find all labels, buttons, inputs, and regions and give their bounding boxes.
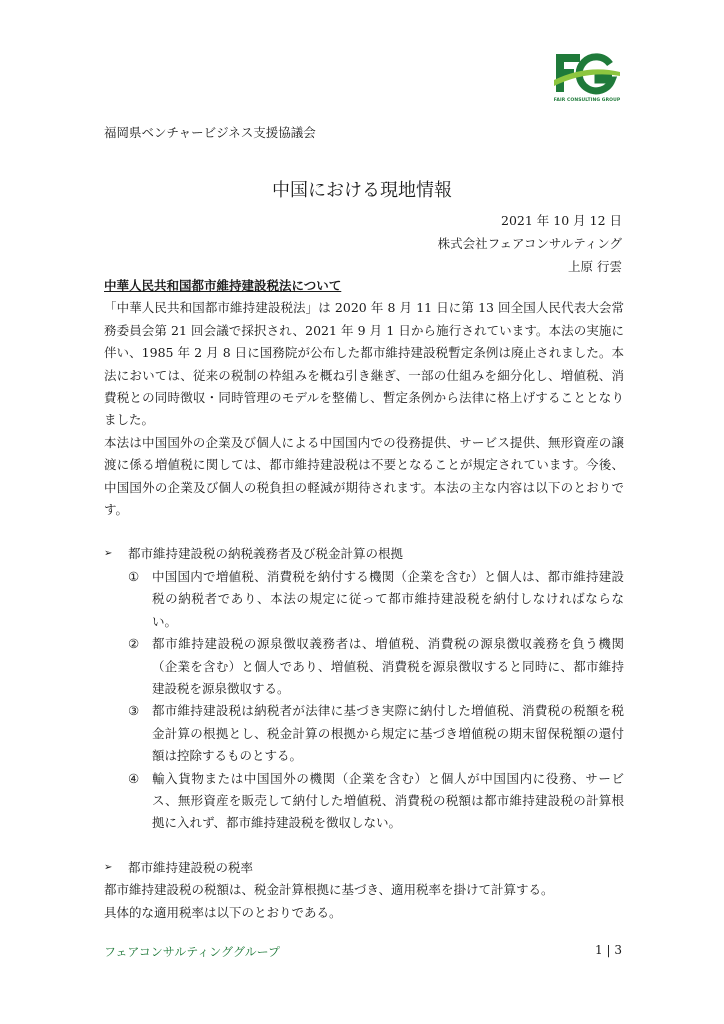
tax-rate-line-2: 具体的な適用税率は以下のとおりである。 [104, 904, 342, 920]
list-item [128, 633, 624, 700]
logo-caption: FAIR CONSULTING GROUP [553, 98, 621, 103]
page-number: 1 | 3 [595, 943, 622, 957]
list-item [128, 700, 624, 767]
item-number: ① [128, 568, 140, 584]
arrow-bullet-icon: ➢ [104, 861, 113, 873]
taxpayer-items [128, 566, 624, 835]
bullet-heading: 都市維持建設税の税率 [128, 859, 254, 875]
list-item [128, 566, 624, 633]
document-title: 中国における現地情報 [272, 180, 452, 201]
company-logo [552, 50, 622, 110]
document-body [104, 275, 624, 924]
item-number: ③ [128, 703, 140, 719]
item-text: 都市維持建設税は納税者が法律に基づき実際に納付した増値税、消費税の税額を税金計算の根拠とし、税金計算の根拠から規定に基づき増値税の期末留保税額の還付額は控除するものとする。 [152, 703, 624, 764]
tax-rate-line-1: 都市維持建設税の税額は、税金計算根拠に基づき、適用税率を掛けて計算する。 [104, 882, 554, 898]
list-item [128, 768, 624, 835]
arrow-bullet-icon: ➢ [104, 548, 113, 560]
item-text: 都市維持建設税の源泉徴収義務者は、増値税、消費税の源泉徴収義務を負う機関（企業を含む）と個人であり、増値税、消費税を源泉徴収すると同時に、都市維持建設税を源泉徴収する。 [152, 636, 624, 696]
intro-paragraph-2: 本法は中国国外の企業及び個人による中国国内での役務提供、サービス提供、無形資産の譲渡に係る増値税に関しては、都市維持建設税は不要となることが規定されています。今後、中国国外の企業及び個人の税負担の軽減が期待されます。本法の主な内容は以下のとおりです。 [104, 434, 624, 518]
document-date: 2021 年 10 月 12 日 [501, 213, 622, 228]
item-number: ② [128, 636, 140, 652]
item-text: 中国国内で増値税、消費税を納付する機関（企業を含む）と個人は、都市維持建設税の納税者であり、本法の規定に従って都市維持建設税を納付しなければならない。 [152, 568, 624, 629]
addressee: 福岡県ベンチャービジネス支援協議会 [104, 125, 316, 140]
company-name: 株式会社フェアコンサルティング [437, 236, 622, 251]
bullet-tax-rate [104, 857, 624, 879]
footer-brand: フェアコンサルティンググループ [104, 945, 281, 959]
author-name: 上原 行雲 [568, 259, 622, 274]
item-text: 輸入貨物または中国国外の機関（企業を含む）と個人が中国国内に役務、サービス、無形資産を販売して納付した増値税、消費税の税額は都市維持建設税の計算根拠に入れず、都市維持建設税を徴収しない。 [152, 770, 624, 831]
bullet-heading: 都市維持建設税の納税義務者及び税金計算の根拠 [128, 546, 404, 562]
item-number: ④ [128, 770, 140, 786]
fcg-logo-icon [552, 50, 622, 96]
bullet-taxpayer [104, 543, 624, 565]
intro-paragraph-1: 「中華人民共和国都市維持建設税法」は 2020 年 8 月 11 日に第 13 回全国人民代表大会常務委員会第 21 回会議で採択され、2021 年 9 月 1 日から施行されています。本法の実施に伴い、1985 年 2 月 8 日に国務院が公布した都市維持建設税暫定条例は廃止されました。本法においては、従来の税制の枠組みを概ね引き継ぎ、一部の仕組みを細分化し、増値税、消費税との同時徴収・同時管理のモデルを整備し、暫定条例から法律に格上げすることとなりました。 [104, 300, 624, 428]
section-heading: 中華人民共和国都市維持建設税法について [104, 278, 342, 293]
